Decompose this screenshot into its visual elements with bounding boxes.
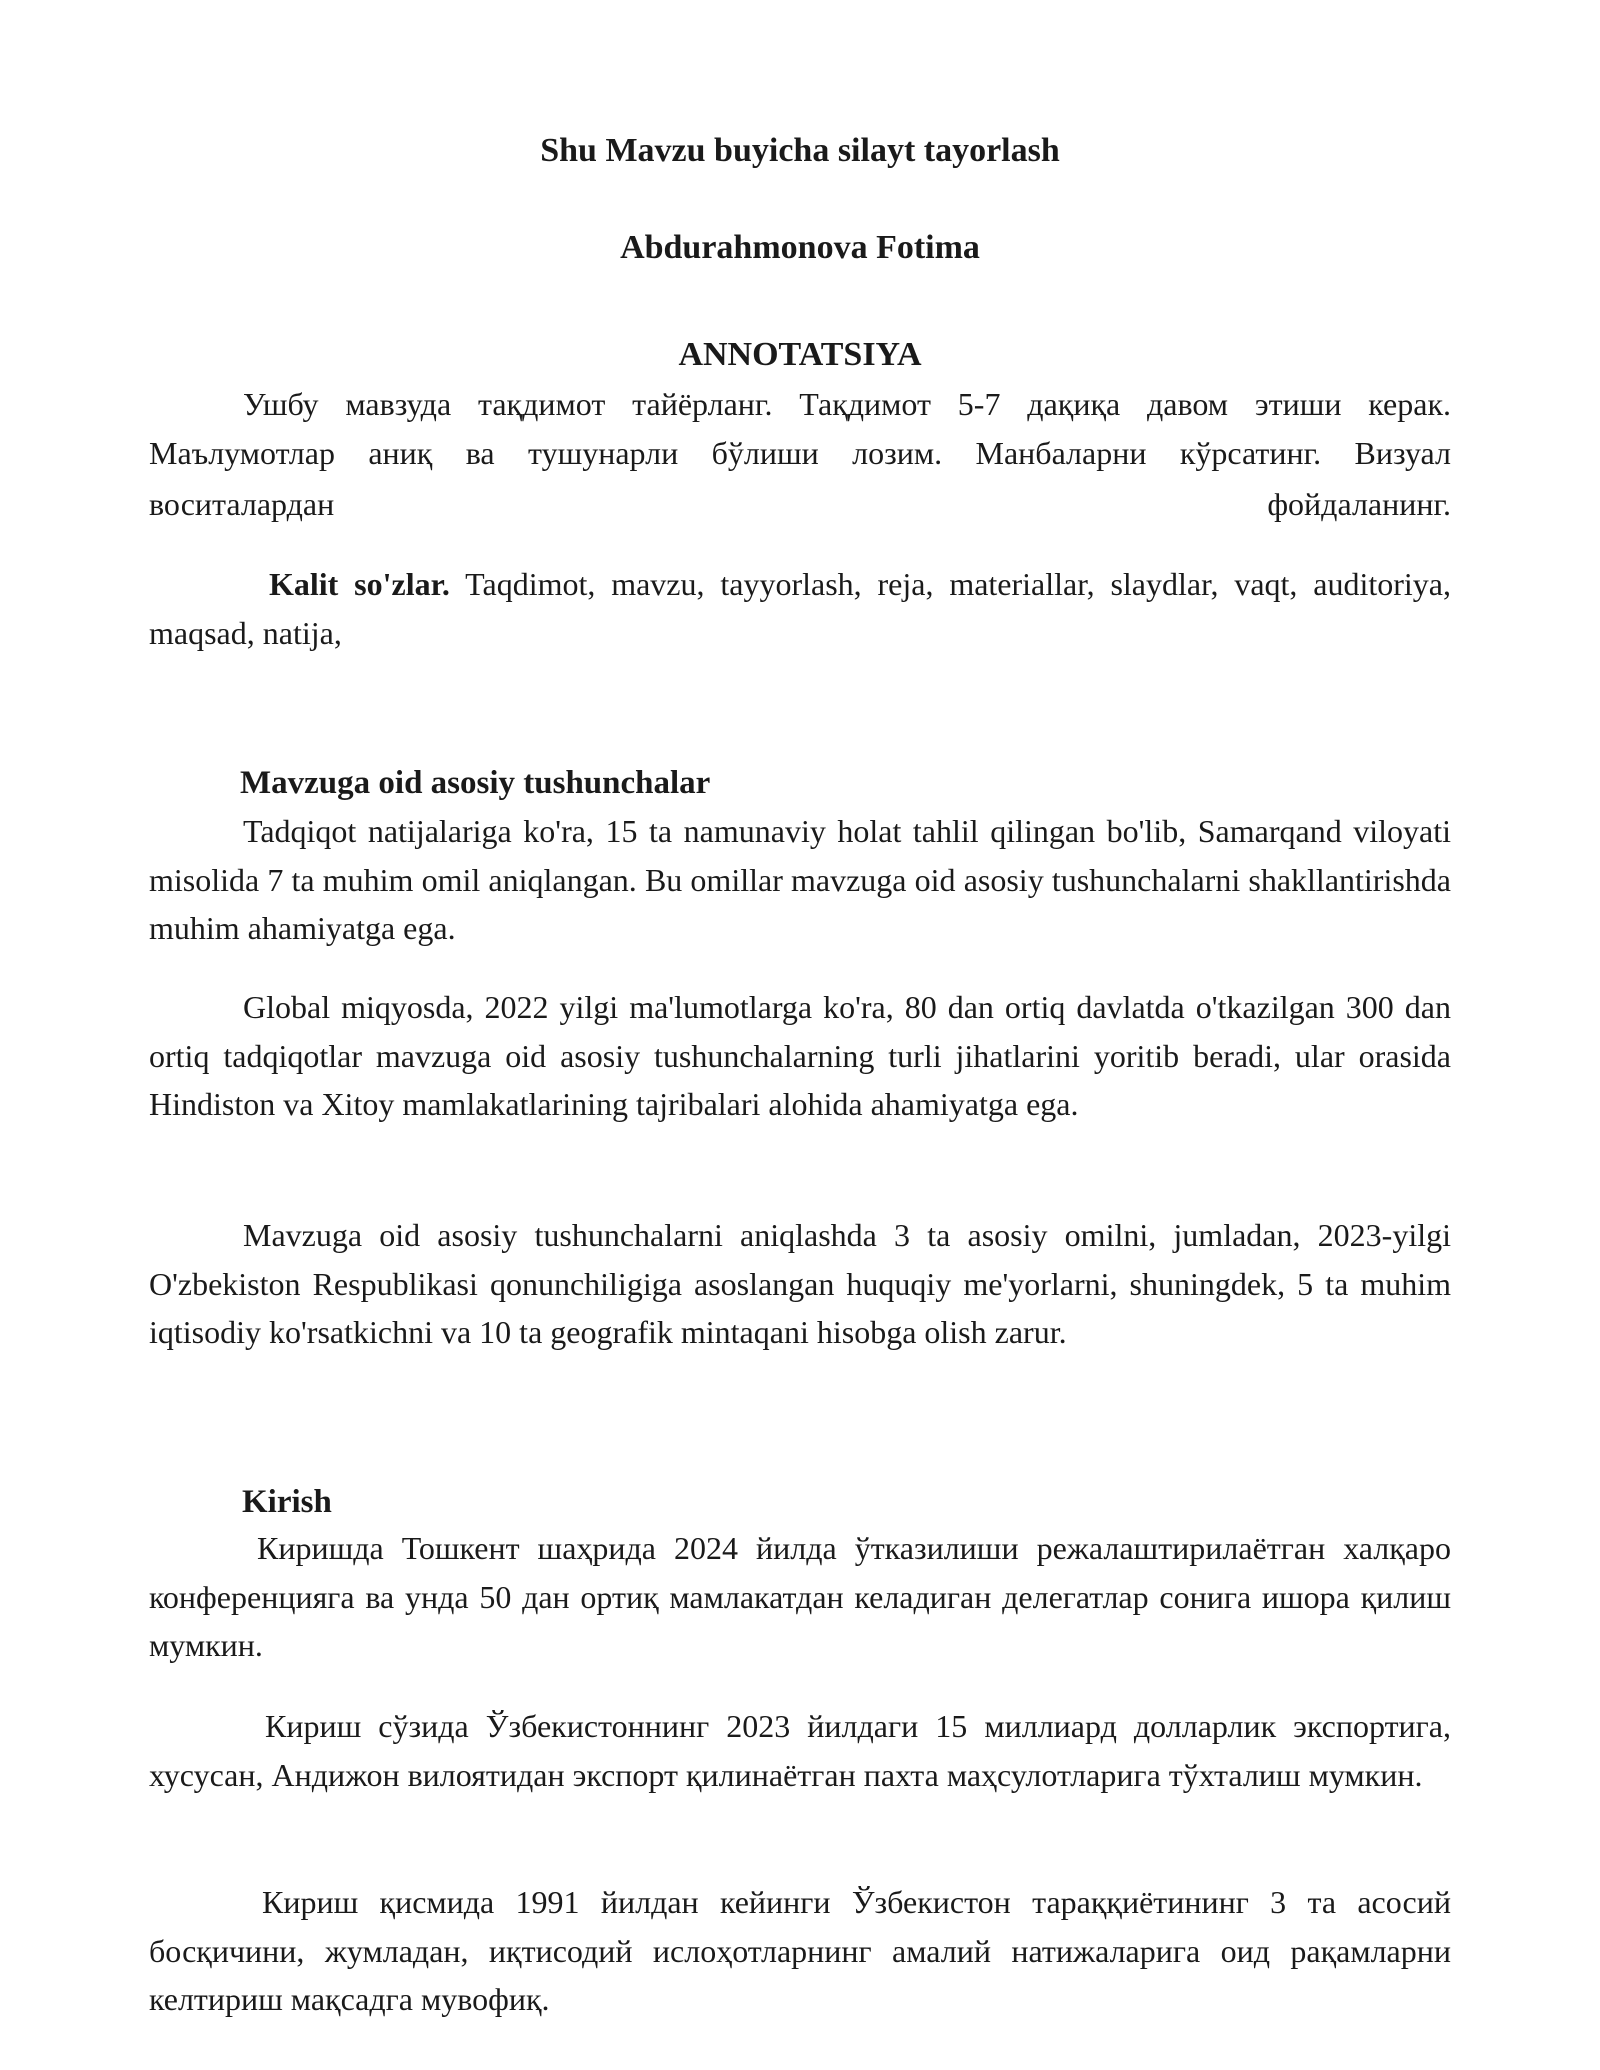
annotation-last-right: фойдаланинг. xyxy=(1267,486,1451,522)
keywords-text: Taqdimot, mavzu, tayyorlash, reja, materiallar, slaydlar, vaqt, auditoriya, maqsad, natija, xyxy=(149,566,1452,651)
keywords-label: Kalit so'zlar. xyxy=(269,566,450,602)
annotation-heading: ANNOTATSIYA xyxy=(678,336,922,373)
annotation-last-left: воситалардан xyxy=(149,486,335,522)
concepts-paragraph-3: Mavzuga oid asosiy tushunchalarni aniqlashda 3 ta asosiy omilni, jumladan, 2023-yilgi O'zbekiston Respublikasi qonunchiligiga asoslangan huquqiy me'yorlarni, shuningdek, 5 ta muhim iqtisodiy ko'rsatkichni va 10 ta geografik mintaqani hisobga olish zarur. xyxy=(149,1217,1451,1350)
section-heading-intro: Kirish xyxy=(242,1484,332,1520)
intro-paragraph-2: Кириш сўзида Ўзбекистоннинг 2023 йилдаги 15 миллиард долларлик экспортига, хусусан, Андижон вилоятидан экспорт қилинаётган пахта маҳсулотларига тўхталиш мумкин. xyxy=(149,1708,1451,1793)
intro-paragraph-3: Кириш қисмида 1991 йилдан кейинги Ўзбекистон тараққиётининг 3 та асосий босқичини, жумладан, иқтисодий ислоҳотларнинг амалий натижаларига оид рақамларни келтириш мақсадга мувофиқ. xyxy=(149,1884,1451,2017)
concepts-paragraph-1: Tadqiqot natijalariga ko'ra, 15 ta namunaviy holat tahlil qilingan bo'lib, Samarqand viloyati misolida 7 ta muhim omil aniqlangan. Bu omillar mavzuga oid asosiy tushunchalarni shakllantirishda muhim ahamiyatga ega. xyxy=(149,813,1451,946)
annotation-last-line xyxy=(149,480,1451,528)
section-heading-concepts: Mavzuga oid asosiy tushunchalar xyxy=(240,765,711,801)
keywords-paragraph xyxy=(149,560,1451,657)
concepts-paragraph-2: Global miqyosda, 2022 yilgi ma'lumotlarga ko'ra, 80 dan ortiq davlatda o'tkazilgan 300 dan ortiq tadqiqotlar mavzuga oid asosiy tushunchalarning turli jihatlarini yoritib beradi, ular orasida Hindiston va Xitoy mamlakatlarining tajribalari alohida ahamiyatga ega. xyxy=(149,989,1451,1122)
intro-paragraph-1: Киришда Тошкент шаҳрида 2024 йилда ўтказилиши режалаштирилаётган халқаро конференцияга ва унда 50 дан ортиқ мамлакатдан келадиган делегатлар сонига ишора қилиш мумкин. xyxy=(149,1530,1451,1663)
annotation-paragraph: Ушбу мавзуда тақдимот тайёрланг. Тақдимот 5-7 дақиқа давом этиши керак. Маълумотлар аниқ ва тушунарли бўлиши лозим. Манбаларни кўрсатинг. Визуал xyxy=(149,386,1451,471)
author-name: Abdurahmonova Fotima xyxy=(620,229,980,266)
document-title: Shu Mavzu buyicha silayt tayorlash xyxy=(540,132,1060,169)
